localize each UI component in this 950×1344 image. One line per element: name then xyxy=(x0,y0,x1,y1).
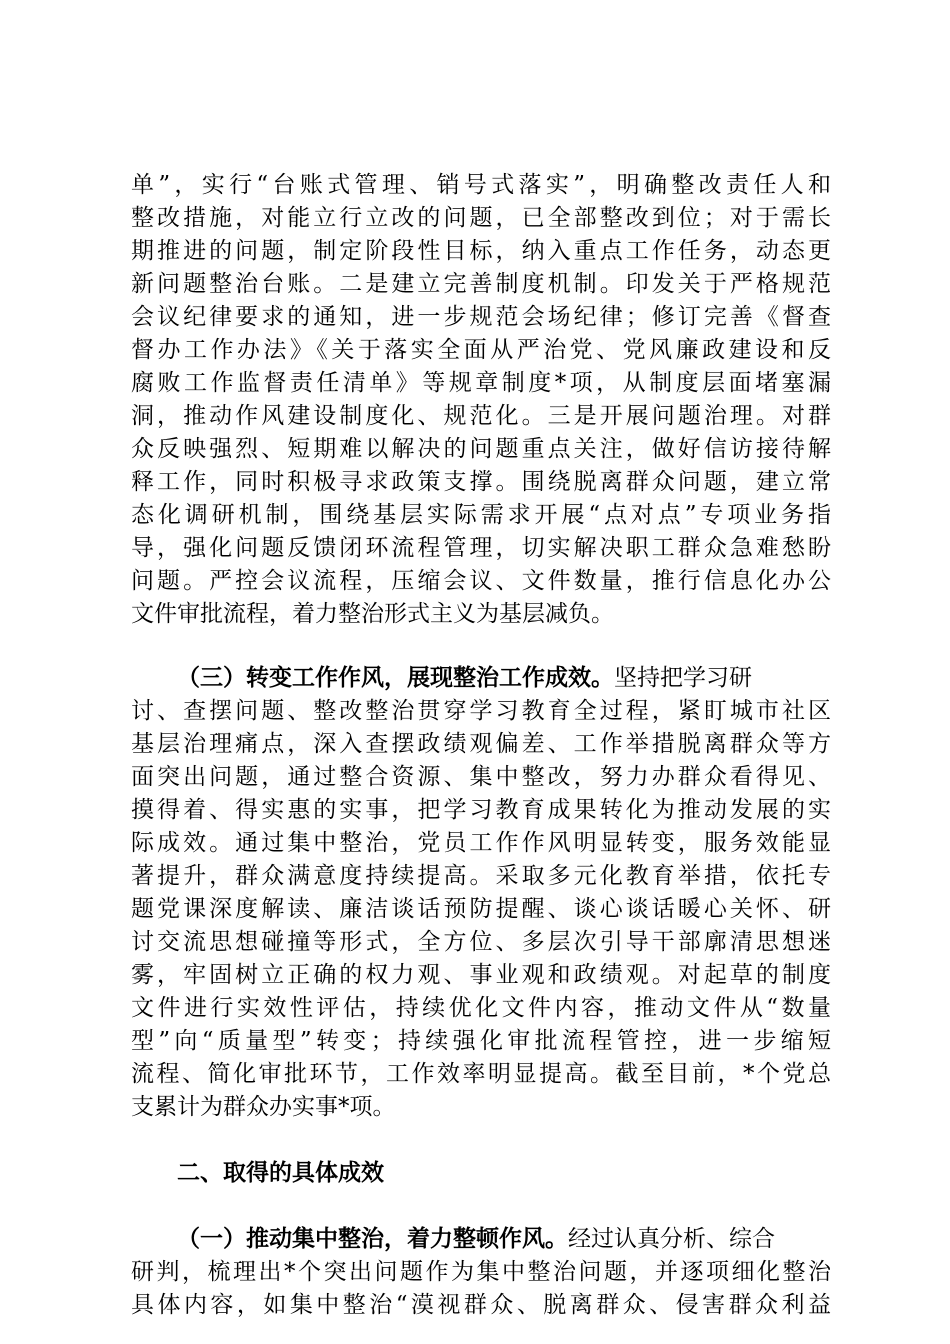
paragraph-lead: （一）推动集中整治，着力整顿作风。 xyxy=(177,1226,568,1252)
text-line: 单”，实行“台账式管理、销号式落实”，明确整改责任人和 xyxy=(131,172,831,198)
text-line: 新问题整治台账。二是建立完善制度机制。印发关于严格规范 xyxy=(131,271,831,297)
paragraph-lead-rest: 坚持把学习研 xyxy=(614,665,752,691)
text-line: 问题。严控会议流程，压缩会议、文件数量，推行信息化办公 xyxy=(131,568,831,594)
text-line: 际成效。通过集中整治，党员工作作风明显转变，服务效能显 xyxy=(131,830,831,856)
text-line: 导，强化问题反馈闭环流程管理，切实解决职工群众急难愁盼 xyxy=(131,535,831,561)
text-line: 态化调研机制，围绕基层实际需求开展“点对点”专项业务指 xyxy=(131,502,831,528)
text-line: 题党课深度解读、廉洁谈话预防提醒、谈心谈话暖心关怀、研 xyxy=(131,896,831,922)
text-line: 督办工作办法》《关于落实全面从严治党、党风廉政建设和反 xyxy=(131,337,831,363)
text-line: 洞，推动作风建设制度化、规范化。三是开展问题治理。对群 xyxy=(131,403,831,429)
text-line: 流程、简化审批环节，工作效率明显提高。截至目前，*个党总 xyxy=(131,1061,831,1087)
text-line: 著提升，群众满意度持续提高。采取多元化教育举措，依托专 xyxy=(131,863,831,889)
text-line: 讨、查摆问题、整改整治贯穿学习教育全过程，紧盯城市社区 xyxy=(131,698,831,724)
text-line: 面突出问题，通过整合资源、集中整改，努力办群众看得见、 xyxy=(131,764,831,790)
text-line: 众反映强烈、短期难以解决的问题重点关注，做好信访接待解 xyxy=(131,436,831,462)
text-line: 会议纪律要求的通知，进一步规范会场纪律；修订完善《督查 xyxy=(131,304,831,330)
text-line: 期推进的问题，制定阶段性目标，纳入重点工作任务，动态更 xyxy=(131,238,831,264)
text-line: 型”向“质量型”转变；持续强化审批流程管控，进一步缩短 xyxy=(131,1028,831,1054)
text-line: 讨交流思想碰撞等形式，全方位、多层次引导干部廓清思想迷 xyxy=(131,929,831,955)
paragraph-first-line xyxy=(131,660,831,696)
paragraph-lead-rest: 经过认真分析、综合 xyxy=(568,1226,775,1252)
text-line: 整改措施，对能立行立改的问题，已全部整改到位；对于需长 xyxy=(131,205,831,231)
text-line: 摸得着、得实惠的实事，把学习教育成果转化为推动发展的实 xyxy=(131,797,831,823)
text-line: 基层治理痛点，深入查摆政绩观偏差、工作举措脱离群众等方 xyxy=(131,731,831,757)
text-line: 文件进行实效性评估，持续优化文件内容，推动文件从“数量 xyxy=(131,995,831,1021)
text-line: 雾，牢固树立正确的权力观、事业观和政绩观。对起草的制度 xyxy=(131,962,831,988)
text-line: 文件审批流程，着力整治形式主义为基层减负。 xyxy=(131,601,614,627)
document-page xyxy=(131,0,831,1344)
paragraph-first-line xyxy=(131,1221,831,1257)
paragraph-lead: （三）转变工作作风，展现整治工作成效。 xyxy=(177,665,614,691)
text-line: 腐败工作监督责任清单》等规章制度*项，从制度层面堵塞漏 xyxy=(131,370,831,396)
text-line: 研判，梳理出*个突出问题作为集中整治问题，并逐项细化整治 xyxy=(131,1259,831,1285)
text-line: 具体内容，如集中整治“漠视群众、脱离群众、侵害群众利益 xyxy=(131,1292,831,1318)
section-heading: 二、取得的具体成效 xyxy=(177,1160,384,1186)
text-line: 支累计为群众办实事*项。 xyxy=(131,1094,396,1120)
text-line: 释工作，同时积极寻求政策支撑。围绕脱离群众问题，建立常 xyxy=(131,469,831,495)
